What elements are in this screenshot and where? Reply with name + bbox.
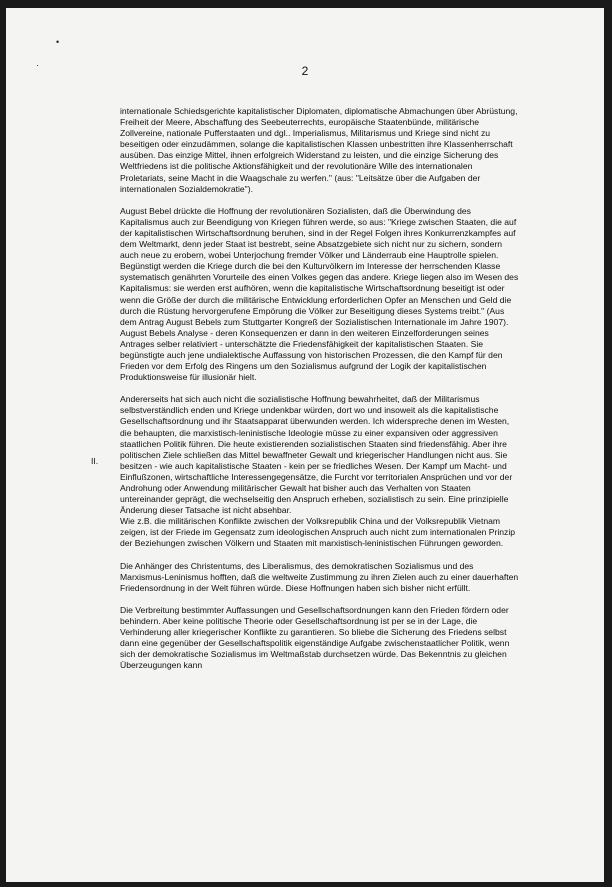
section-marker: II.: [91, 456, 99, 466]
paragraph: Die Anhänger des Christentums, des Liberalismus, des demokratischen Sozialismus und des Marxismus-Leninismus hofften, daß die weltweite Zustimmung zu ihren Zielen auch zu einer dauerhaften Friedensordnung in der Welt führen würde. Diese Hoffnungen haben sich bisher nicht erfüllt.: [120, 560, 519, 593]
paragraph: internationale Schiedsgerichte kapitalistischer Diplomaten, diplomatische Abmachungen über Abrüstung, Freiheit der Meere, Abschaffung des Seebeuterrechts, europäische Staatenbünde, militärische Zollvereine, nationale Pufferstaaten und dgl.. Imperialismus, Militarismus und Kriege sind nicht zu beseitigen oder einzudämmen, solange die kapitalistischen Klassen unbestritten ihre Klassenherrschaft ausüben. Das einzige Mittel, ihnen erfolgreich Widerstand zu leisten, und die einzige Sicherung des Weltfriedens ist die politische Aktionsfähigkeit und der revolutionäre Wille des internationalen Proletariats, seine Macht in die Waagschale zu werfen." (aus: "Leitsätze über die Aufgaben der internationalen Sozialdemokratie").: [120, 106, 518, 194]
page-number: 2: [301, 64, 309, 78]
margin-mark: ·: [36, 60, 39, 70]
body-text: [120, 106, 520, 682]
paragraph: Die Verbreitung bestimmter Auffassungen und Gesellschaftsordnungen kann den Frieden fördern oder behindern. Aber keine politische Theorie oder Gesellschaftsordnung ist per se in der Lage, die Verhinderung aller kriegerischer Konflikte zu garantieren. So bliebe die Sicherung des Friedens selbst dann eine gegenüber der Gesellschaftspolitik eigenständige Aufgabe zwischenstaatlicher Politik, wenn sich der demokratische Sozialismus im Weltmaßstab durchsetzen würde. Das Bekenntnis zu gleichen Überzeugungen kann: [120, 604, 510, 671]
margin-mark: •: [56, 37, 60, 47]
document-page: [6, 8, 604, 882]
paragraph: August Bebel drückte die Hoffnung der revolutionären Sozialisten, daß die Überwindung des Kapitalismus auch zur Beendigung von Kriegen führen werde, so aus: "Kriege zwischen Staaten, die auf der kapitalistischen Wirtschaftsordnung beruhen, sind in der Regel Folgen ihres Konkurrenzkampfes auf dem Weltmarkt, denn jeder Staat ist bestrebt, seine Absatzgebiete sich nicht nur zu sichern, sondern auch neue zu erobern, wobei Unterjochung fremder Völker und Länderraub eine Hauptrolle spielen. Begünstigt werden die Kriege durch die bei den Kulturvölkern im Interesse der herrschenden Klasse systematisch genährten Vorurteile des einen Volkes gegen das andere. Kriege liegen also im Wesen des Kapitalismus: sie werden erst aufhören, wenn die kapitalistische Wirtschaftsordnung beseitigt ist oder wenn die Größe der durch die militärische Entwicklung erforderlichen Opfer an Menschen und Geld die durch die Rüstung hervorgerufene Empörung die Völker zur Beseitigung dieses Systems treibt." (Aus dem Antrag August Bebels zum Stuttgarter Kongreß der Sozialistischen Internationale im Jahre 1907). August Bebels Analyse - deren Konsequenzen er dann in den weiteren Einzelforderungen seines Antrages selber relativiert - unterschätzte die Friedensfähigkeit der kapitalistischen Staaten. Sie begünstigte auch jene undialektische Auffassung von historischen Prozessen, die den Kampf für den Frieden vor dem Erfolg des Ringens um den Sozialismus aufgrund der Logik der kapitalistischen Produktionsweise für illusionär hielt.: [120, 205, 519, 383]
paragraph: Andererseits hat sich auch nicht die sozialistische Hoffnung bewahrheitet, daß der Militarismus selbstverständlich enden und Kriege undenkbar würden, dort wo und insoweit als die kapitalistische Gesellschaftsordnung und ihr Staatsapparat überwunden werden. Ich widerspreche denen im Westen, die behaupten, die marxistisch-leninistische Ideologie müsse zu einer expansiven oder aggressiven staatlichen Politik führen. Die heute existierenden sozialistischen Staaten sind friedensfähig. Aber ihre politischen Ziele schließen das Mittel bewaffneter Gewalt und kriegerischer Handlungen nicht aus. Sie besitzen - wie auch kapitalistische Staaten - kein per se friedliches Wesen. Der Kampf um Macht- und Einflußzonen, wirtschaftliche Interessengegensätze, die Furcht vor territorialen Ansprüchen und vor der Androhung oder Anwendung militärischer Gewalt hat bisher auch das Verhalten von Staaten untereinander geprägt, die wechselseitig den Anspruch erheben, sozialistisch zu sein. Eine prinzipielle Änderung dieser Tatsache ist nicht absehbar. Wie z.B. die militärischen Konflikte zwischen der Volksrepublik China und der Volksrepublik Vietnam zeigen, ist der Friede im Gegensatz zum ideologischen Anspruch auch nicht zum internationalen Prinzip der Beziehungen zwischen Völkern und Staaten mit marxistisch-leninistischen Führungen geworden.: [120, 394, 516, 549]
